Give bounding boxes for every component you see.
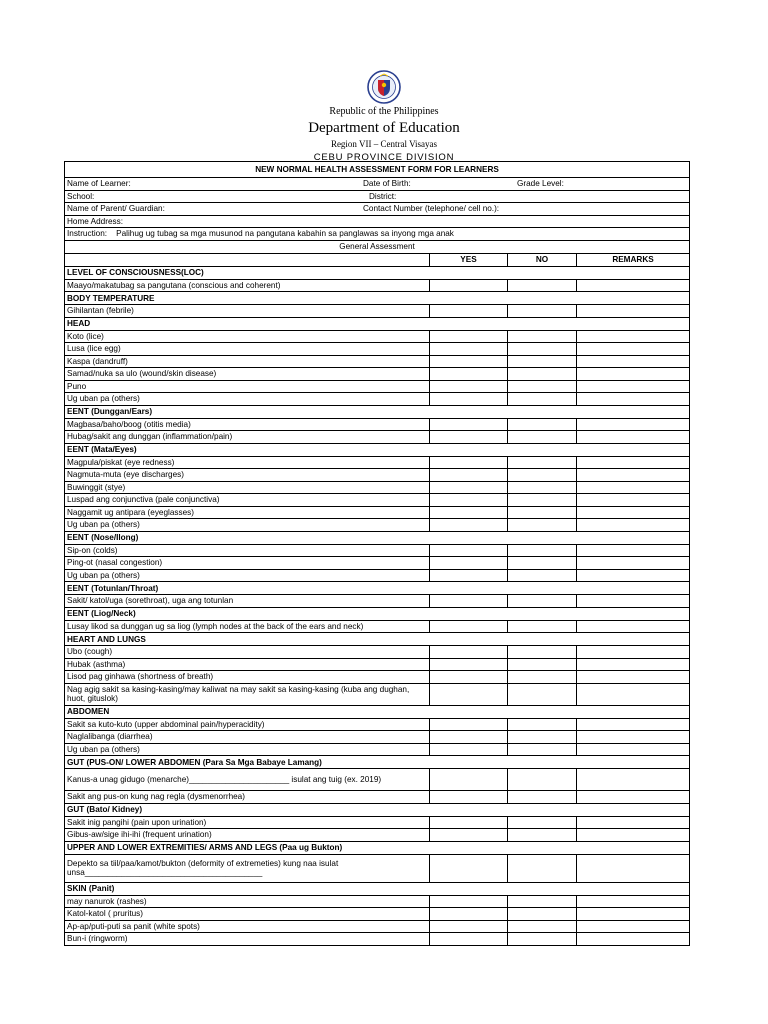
parent-info-row [65,203,690,216]
yes-cell[interactable] [430,557,508,570]
no-cell[interactable] [508,920,577,933]
no-cell[interactable] [508,368,577,381]
no-cell[interactable] [508,829,577,842]
yes-cell[interactable] [430,683,508,705]
assessment-row [65,355,690,368]
assessment-row [65,854,690,882]
assessment-row [65,279,690,292]
item-column-header [65,253,430,266]
yes-cell[interactable] [430,791,508,804]
no-cell[interactable] [508,519,577,532]
assessment-item-label: Depekto sa tiil/paa/kamot/bukton (deformity of extremeties) kung naa isulat unsa_______________________________________ [65,854,430,882]
assessment-row [65,791,690,804]
date-of-birth-field[interactable]: Date of Birth: [363,179,411,189]
section-title: HEART AND LUNGS [65,633,690,646]
yes-cell[interactable] [430,854,508,882]
no-cell[interactable] [508,683,577,705]
yes-cell[interactable] [430,279,508,292]
deped-seal-icon [347,70,421,104]
assessment-item-label: Luspad ang conjunctiva (pale conjunctiva) [65,494,430,507]
remarks-cell[interactable] [577,393,690,406]
no-cell[interactable] [508,895,577,908]
remarks-column-header: REMARKS [577,253,690,266]
no-cell[interactable] [508,456,577,469]
no-cell[interactable] [508,908,577,921]
yes-cell[interactable] [430,343,508,356]
remarks-cell[interactable] [577,854,690,882]
form-title: NEW NORMAL HEALTH ASSESSMENT FORM FOR LEARNERS [65,162,690,178]
remarks-cell[interactable] [577,418,690,431]
assessment-row [65,895,690,908]
yes-cell[interactable] [430,671,508,684]
section-header-row [65,841,690,854]
remarks-cell[interactable] [577,731,690,744]
assessment-item-label: Magbasa/baho/boog (otitis media) [65,418,430,431]
general-assessment-heading: General Assessment [65,240,690,253]
section-header-row [65,266,690,279]
no-cell[interactable] [508,469,577,482]
assessment-item-label: Naglalibanga (diarrhea) [65,731,430,744]
no-cell[interactable] [508,418,577,431]
assessment-item-label: Buwinggit (stye) [65,481,430,494]
section-title: ABDOMEN [65,705,690,718]
assessment-item-label: Sakit ang pus-on kung nag regla (dysmenorrhea) [65,791,430,804]
assessment-item-label: Koto (lice) [65,330,430,343]
assessment-row [65,569,690,582]
remarks-cell[interactable] [577,743,690,756]
yes-cell[interactable] [430,494,508,507]
remarks-cell[interactable] [577,557,690,570]
assessment-item-label: Ug uban pa (others) [65,569,430,582]
section-header-row [65,633,690,646]
yes-cell[interactable] [430,431,508,444]
assessment-row [65,380,690,393]
section-title: GUT (Bato/ Kidney) [65,803,690,816]
section-title: EENT (Totunlan/Throat) [65,582,690,595]
remarks-cell[interactable] [577,469,690,482]
letterhead [0,70,768,164]
assessment-row [65,469,690,482]
yes-cell[interactable] [430,456,508,469]
assessment-item-label: Maayo/makatubag sa pangutana (conscious and coherent) [65,279,430,292]
assessment-row [65,456,690,469]
remarks-cell[interactable] [577,683,690,705]
school-info-row [65,190,690,203]
remarks-cell[interactable] [577,279,690,292]
grade-level-field[interactable]: Grade Level: [517,179,564,189]
assessment-row [65,494,690,507]
no-cell[interactable] [508,816,577,829]
assessment-row [65,519,690,532]
no-cell[interactable] [508,718,577,731]
remarks-cell[interactable] [577,829,690,842]
no-cell[interactable] [508,305,577,318]
yes-column-header: YES [430,253,508,266]
assessment-row [65,920,690,933]
assessment-row [65,829,690,842]
yes-cell[interactable] [430,769,508,791]
yes-cell[interactable] [430,569,508,582]
assessment-item-label: Sip-on (colds) [65,544,430,557]
section-header-row [65,882,690,895]
remarks-cell[interactable] [577,895,690,908]
remarks-cell[interactable] [577,330,690,343]
assessment-item-label: Nagmuta-muta (eye discharges) [65,469,430,482]
assessment-item-label: Sakit/ katol/uga (sorethroat), uga ang totunlan [65,595,430,608]
no-cell[interactable] [508,494,577,507]
home-address-field[interactable]: Home Address: [67,216,123,226]
remarks-cell[interactable] [577,718,690,731]
remarks-cell[interactable] [577,494,690,507]
remarks-cell[interactable] [577,343,690,356]
assessment-row [65,557,690,570]
republic-heading: Republic of the Philippines [329,106,439,117]
assessment-row [65,418,690,431]
yes-cell[interactable] [430,895,508,908]
assessment-item-label: Lusa (lice egg) [65,343,430,356]
no-cell[interactable] [508,393,577,406]
assessment-row [65,671,690,684]
assessment-item-label: Katol-katol ( pruritus) [65,908,430,921]
remarks-cell[interactable] [577,355,690,368]
assessment-row [65,330,690,343]
no-cell[interactable] [508,769,577,791]
section-header-row [65,531,690,544]
remarks-cell[interactable] [577,658,690,671]
remarks-cell[interactable] [577,791,690,804]
assessment-item-label: Ug uban pa (others) [65,393,430,406]
assessment-row [65,305,690,318]
yes-cell[interactable] [430,595,508,608]
assessment-row [65,393,690,406]
assessment-row [65,933,690,946]
no-cell[interactable] [508,279,577,292]
remarks-cell[interactable] [577,671,690,684]
instruction-text: Instruction: Palihug ug tubag sa mga musunod na pangutana kabahin sa panglawas sa inyong mga anak [65,228,690,241]
no-cell[interactable] [508,330,577,343]
assessment-row [65,343,690,356]
assessment-item-label: Puno [65,380,430,393]
no-cell[interactable] [508,791,577,804]
health-assessment-form [64,161,690,946]
contact-number-field[interactable]: Contact Number (telephone/ cell no.): [363,204,500,214]
section-header-row [65,443,690,456]
yes-cell[interactable] [430,305,508,318]
assessment-item-label: Nag agig sakit sa kasing-kasing/may kaliwat na may sakit sa kasing-kasing (kuba ang dughan, huot, gituslok) [65,683,430,705]
assessment-item-label: Ap-ap/puti-puti sa panit (white spots) [65,920,430,933]
no-cell[interactable] [508,620,577,633]
assessment-item-label: Bun-i (ringworm) [65,933,430,946]
assessment-row [65,731,690,744]
assessment-row [65,431,690,444]
remarks-cell[interactable] [577,816,690,829]
assessment-item-label: Lisod pag ginhawa (shortness of breath) [65,671,430,684]
yes-cell[interactable] [430,330,508,343]
section-header-row [65,317,690,330]
assessment-item-label: Hubag/sakit ang dunggan (inflammation/pain) [65,431,430,444]
school-field[interactable]: School: [67,191,95,201]
no-cell[interactable] [508,671,577,684]
no-cell[interactable] [508,431,577,444]
yes-cell[interactable] [430,506,508,519]
section-title: EENT (Nose/Ilong) [65,531,690,544]
assessment-row [65,368,690,381]
remarks-cell[interactable] [577,769,690,791]
assessment-row [65,544,690,557]
yes-cell[interactable] [430,544,508,557]
yes-cell[interactable] [430,920,508,933]
yes-cell[interactable] [430,368,508,381]
section-header-row [65,607,690,620]
region-heading: Region VII – Central Visayas [330,139,438,149]
no-cell[interactable] [508,355,577,368]
yes-cell[interactable] [430,731,508,744]
no-cell[interactable] [508,731,577,744]
district-field[interactable]: District: [369,191,397,201]
yes-cell[interactable] [430,620,508,633]
remarks-cell[interactable] [577,481,690,494]
assessment-row [65,658,690,671]
remarks-cell[interactable] [577,646,690,659]
assessment-item-label: Kaspa (dandruff) [65,355,430,368]
section-title: EENT (Liog/Neck) [65,607,690,620]
assessment-item-label: Ubo (cough) [65,646,430,659]
remarks-cell[interactable] [577,305,690,318]
assessment-item-label: Ug uban pa (others) [65,519,430,532]
assessment-item-label: Gihilantan (febrile) [65,305,430,318]
learner-info-row [65,178,690,191]
yes-cell[interactable] [430,380,508,393]
remarks-cell[interactable] [577,908,690,921]
remarks-cell[interactable] [577,620,690,633]
parent-guardian-field[interactable]: Name of Parent/ Guardian: [67,204,165,214]
assessment-row [65,743,690,756]
section-header-row [65,405,690,418]
no-cell[interactable] [508,506,577,519]
no-cell[interactable] [508,569,577,582]
yes-cell[interactable] [430,658,508,671]
remarks-cell[interactable] [577,519,690,532]
remarks-cell[interactable] [577,456,690,469]
section-title: UPPER AND LOWER EXTREMITIES/ ARMS AND LEGS (Paa ug Bukton) [65,841,690,854]
section-title: BODY TEMPERATURE [65,292,690,305]
section-header-row [65,756,690,769]
section-header-row [65,292,690,305]
assessment-row [65,506,690,519]
yes-cell[interactable] [430,393,508,406]
section-header-row [65,705,690,718]
section-header-row [65,803,690,816]
assessment-item-label: Kanus-a unag gidugo (menarche)______________________ isulat ang tuig (ex. 2019) [65,769,430,791]
name-of-learner-field[interactable]: Name of Learner: [67,179,131,189]
remarks-cell[interactable] [577,431,690,444]
assessment-item-label: Naggamit ug antipara (eyeglasses) [65,506,430,519]
address-row [65,215,690,228]
yes-cell[interactable] [430,908,508,921]
assessment-item-label: Ug uban pa (others) [65,743,430,756]
no-cell[interactable] [508,658,577,671]
assessment-item-label: may nanurok (rashes) [65,895,430,908]
yes-cell[interactable] [430,519,508,532]
yes-cell[interactable] [430,816,508,829]
yes-cell[interactable] [430,355,508,368]
assessment-item-label: Magpula/piskat (eye redness) [65,456,430,469]
no-column-header: NO [508,253,577,266]
no-cell[interactable] [508,343,577,356]
assessment-item-label: Sakit sa kuto-kuto (upper abdominal pain/hyperacidity) [65,718,430,731]
remarks-cell[interactable] [577,933,690,946]
no-cell[interactable] [508,854,577,882]
remarks-cell[interactable] [577,506,690,519]
assessment-row [65,620,690,633]
remarks-cell[interactable] [577,569,690,582]
yes-cell[interactable] [430,743,508,756]
no-cell[interactable] [508,595,577,608]
section-title: GUT (PUS-ON/ LOWER ABDOMEN (Para Sa Mga Babaye Lamang) [65,756,690,769]
no-cell[interactable] [508,557,577,570]
assessment-row [65,816,690,829]
remarks-cell[interactable] [577,368,690,381]
no-cell[interactable] [508,481,577,494]
assessment-item-label: Sakit inig pangihi (pain upon urination) [65,816,430,829]
remarks-cell[interactable] [577,544,690,557]
assessment-row [65,646,690,659]
no-cell[interactable] [508,743,577,756]
yes-cell[interactable] [430,418,508,431]
assessment-item-label: Lusay likod sa dunggan ug sa liog (lymph nodes at the back of the ears and neck) [65,620,430,633]
remarks-cell[interactable] [577,380,690,393]
assessment-row [65,769,690,791]
no-cell[interactable] [508,646,577,659]
division-heading: CEBU PROVINCE DIVISION [313,152,455,163]
section-title: EENT (Mata/Eyes) [65,443,690,456]
section-title: EENT (Dunggan/Ears) [65,405,690,418]
department-heading: Department of Education [308,120,460,136]
assessment-row [65,908,690,921]
section-header-row [65,582,690,595]
assessment-item-label: Gibus-aw/sige ihi-ihi (frequent urination) [65,829,430,842]
yes-cell[interactable] [430,829,508,842]
assessment-item-label: Hubak (asthma) [65,658,430,671]
section-title: LEVEL OF CONSCIOUSNESS(LOC) [65,266,690,279]
section-title: SKIN (Panit) [65,882,690,895]
assessment-item-label: Samad/nuka sa ulo (wound/skin disease) [65,368,430,381]
yes-cell[interactable] [430,469,508,482]
assessment-row [65,718,690,731]
no-cell[interactable] [508,933,577,946]
yes-cell[interactable] [430,646,508,659]
no-cell[interactable] [508,380,577,393]
assessment-row [65,595,690,608]
yes-cell[interactable] [430,933,508,946]
section-title: HEAD [65,317,690,330]
yes-cell[interactable] [430,481,508,494]
remarks-cell[interactable] [577,595,690,608]
remarks-cell[interactable] [577,920,690,933]
no-cell[interactable] [508,544,577,557]
assessment-row [65,481,690,494]
assessment-item-label: Ping-ot (nasal congestion) [65,557,430,570]
yes-cell[interactable] [430,718,508,731]
assessment-row [65,683,690,705]
